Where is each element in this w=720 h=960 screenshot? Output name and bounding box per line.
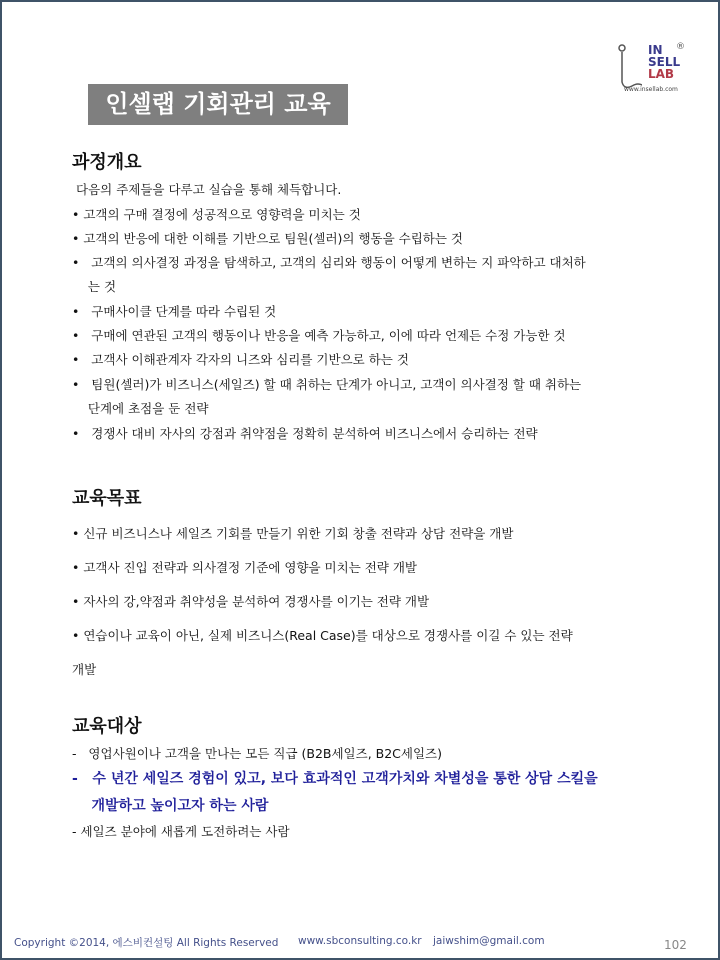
list-item: • 신규 비즈니스나 세일즈 기회를 만들기 위한 기회 창출 전략과 상담 전략을 개발 [72,526,514,541]
logo-figure-icon [612,42,642,92]
list-item: • 고객의 의사결정 과정을 탐색하고, 고객의 심리와 행동이 어떻게 변하는 지 파악하고 대처하 [72,255,586,270]
list-item: • 고객의 구매 결정에 성공적으로 영향력을 미치는 것 [72,207,361,222]
overview-heading: 과정개요 [72,152,142,173]
list-item: • 구매에 연관된 고객의 행동이나 반응을 예측 가능하고, 이에 따라 언제든 수정 가능한 것 [72,328,566,343]
goals-heading: 교육목표 [72,488,142,509]
list-item: • 고객의 반응에 대한 이해를 기반으로 팀원(셀러)의 행동을 수립하는 것 [72,231,463,246]
footer-copyright: Copyright ©2014, 에스비컨설팅 All Rights Reserved [14,937,279,949]
logo-line3: LAB [648,67,675,81]
list-item: 개발 [72,662,97,677]
list-item-highlight: - 수 년간 세일즈 경험이 있고, 보다 효과적인 고객가치와 차별성을 통한 상담 스킬을 [72,771,598,787]
footer-email[interactable]: jaiwshim@gmail.com [433,935,545,947]
list-item: - 세일즈 분야에 새롭게 도전하려는 사람 [72,824,290,839]
list-item: • 구매사이클 단계를 따라 수립된 것 [72,304,277,319]
list-item: • 경쟁사 대비 자사의 강점과 취약점을 정확히 분석하여 비즈니스에서 승리하는 전략 [72,426,538,441]
list-item-highlight: 개발하고 높이고자 하는 사람 [72,798,269,814]
list-item: • 고객사 진입 전략과 의사결정 기준에 영향을 미치는 전략 개발 [72,560,418,575]
list-item: • 고객사 이해관계자 각자의 니즈와 심리를 기반으로 하는 것 [72,352,409,367]
insellab-logo [612,42,702,98]
page-number: 102 [664,938,687,952]
list-item: • 팀원(셀러)가 비즈니스(세일즈) 할 때 취하는 단계가 아니고, 고객이 의사결정 할 때 취하는 [72,377,582,392]
logo-reg: ® [676,42,685,52]
logo-line2: SELL [648,55,681,69]
list-item: 단계에 초점을 둔 전략 [72,401,209,416]
list-item: 는 것 [72,279,117,294]
page-title: 인셀랩 기회관리 교육 [88,84,348,125]
logo-line1: IN [648,43,663,57]
logo-url: www.insellab.com [624,86,678,93]
list-item: - 영업사원이나 고객을 만나는 모든 직급 (B2B세일즈, B2C세일즈) [72,746,443,761]
footer-website[interactable]: www.sbconsulting.co.kr [298,935,422,947]
list-item: • 자사의 강,약점과 취약성을 분석하여 경쟁사를 이기는 전략 개발 [72,594,430,609]
list-item: • 연습이나 교육이 아닌, 실제 비즈니스(Real Case)를 대상으로 경쟁사를 이길 수 있는 전략 [72,628,573,643]
target-heading: 교육대상 [72,716,142,737]
overview-intro: 다음의 주제들을 다루고 실습을 통해 체득합니다. [76,182,342,197]
